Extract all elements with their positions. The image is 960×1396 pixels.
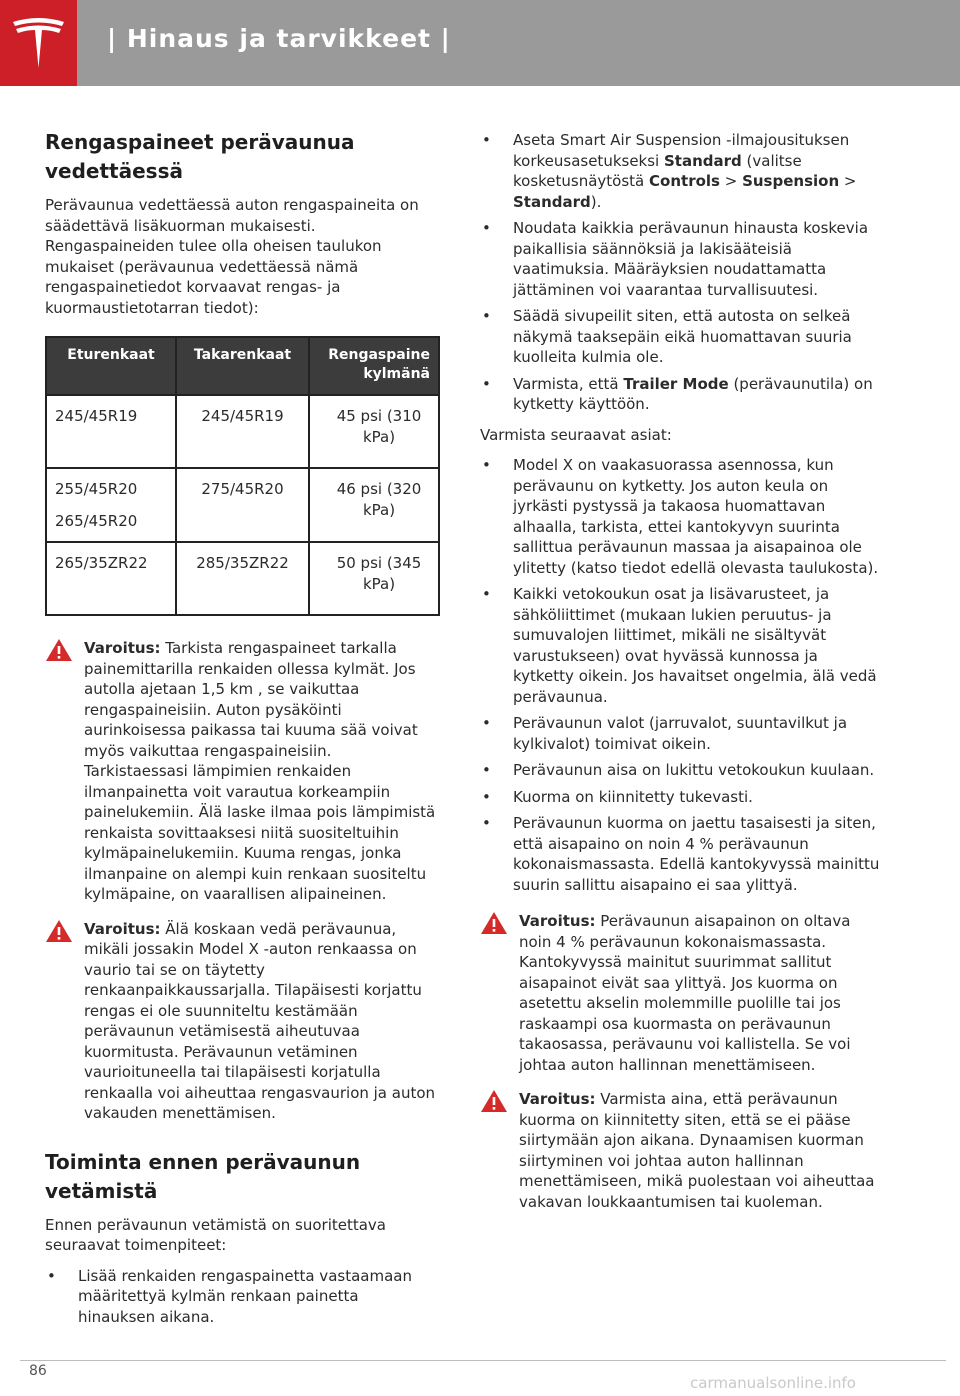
list-item [480, 713, 880, 754]
list-item-text: Varmista, että [513, 374, 624, 393]
table-row [46, 542, 439, 615]
list-item-text: Kaikki vetokoukun osat ja lisävarusteet, ja sähköliittimet (mukaan lukien peruutus- ja sumuvalojen liittimet, mikäli ne sisältyvät varustukseen) ovat hyvässä kunnossa ja kytketty oikein. Jos havaitset ongelmia, älä vedä perävaunua. [513, 585, 877, 706]
table-row [46, 395, 439, 468]
section-heading-before-towing: Toiminta ennen perävaunun vetämistä [45, 1149, 361, 1203]
bullet-icon: • [482, 761, 491, 779]
right-column [480, 130, 880, 1226]
section-heading-tire-pressure: Rengaspaineet perävaunua vedettäessä [45, 130, 355, 183]
header-rear-tires: Takarenkaat [176, 337, 309, 395]
check-intro: Varmista seuraavat asiat: [480, 425, 672, 444]
warning-block [480, 911, 880, 1075]
bullet-icon: • [482, 456, 491, 474]
bullet-icon: • [482, 307, 491, 325]
warning-label: Varoitus: [84, 919, 161, 938]
list-item [480, 306, 880, 368]
tesla-logo-icon [11, 16, 66, 70]
bullet-icon: • [482, 585, 491, 603]
list-item [480, 760, 880, 781]
front-tire-cell [46, 395, 176, 468]
list-item [480, 787, 880, 808]
menu-standard: Standard [513, 192, 591, 211]
front-tire-cell [46, 542, 176, 615]
setup-list [480, 130, 880, 415]
list-item-text: (valitse kosketusnäytöstä [513, 151, 802, 190]
footer-divider [20, 1360, 946, 1361]
separator: > [719, 172, 743, 190]
front-tire-size: 265/45R20 [55, 511, 138, 530]
list-item-text: Perävaunun aisa on lukittu vetokoukun kuulaan. [513, 761, 875, 779]
bullet-icon: • [47, 1266, 56, 1285]
bullet-icon: • [482, 219, 491, 237]
warning-block [480, 1089, 880, 1212]
menu-suspension: Suspension [742, 172, 840, 190]
list-item [480, 130, 880, 212]
warning-triangle-icon [45, 919, 73, 943]
warning-text: Perävaunun aisapainon on oltava noin 4 % perävaunun kokonaismassasta. Kantokyvyssä mainitut suurimmat sallitut aisapainot eivät saa ylittyä. Jos kuorma on asetettu akselin molemmille puolille tai jos raskaampi osa kuormasta on perävaunun takaosassa, perävaunu voi kallistella. Se voi johtaa auton hallinnan menettämiseen. [519, 912, 851, 1074]
front-tire-size: 265/35ZR22 [55, 554, 148, 572]
warning-triangle-icon [480, 1089, 508, 1113]
list-item-text: (perävaunutila) on kytketty käyttöön. [513, 374, 873, 413]
list-item-text: Kuorma on kiinnitetty tukevasti. [513, 787, 753, 806]
list-item [45, 1266, 440, 1328]
list-item-text: ). [590, 192, 602, 211]
warning-label: Varoitus: [519, 912, 596, 930]
front-tire-size: 245/45R19 [55, 407, 138, 425]
page-header [0, 0, 960, 86]
list-item [480, 584, 880, 707]
warning-text: Varmista aina, että perävaunun kuorma on kiinnitetty siten, että se ei pääse siirtymään ajon aikana. Dynaamisen kuorman siirtyminen voi johtaa auton hallinnan menettämiseen, mikä puolestaan voi aiheuttaa vakavan loukkaantumisen tai kuoleman. [519, 1090, 875, 1211]
pressure-cell: 50 psi (345 kPa) [309, 542, 439, 615]
bullet-icon: • [482, 714, 491, 732]
table-header-row [46, 337, 439, 395]
bullet-icon: • [482, 374, 491, 393]
menu-controls: Controls [649, 172, 720, 190]
tire-pressure-table [45, 336, 440, 616]
warning-text: Tarkista rengaspaineet tarkalla painemittarilla renkaiden ollessa kylmät. Jos autolla ajetaan 1,5 km , se vaikuttaa rengaspaineisiin. Auton pysäköinti aurinkoisessa paikassa tai kuuma sää voivat myös vaikuttaa rengaspaineisiin. Tarkistaessasi lämpimien renkaiden ilmanpainetta voit varautua korkeampiin painelukemiin. Älä laske ilmaa pois lämpimistä renkaista sovittaaksesi niitä suositeltuihin kylmäpainelukemiin. Kuuma rengas, jonka ilmanpaine on alempi kuin renkaan suositeltu kylmäpaine, on vaarallisen alipaineinen. [84, 639, 436, 903]
separator: > [839, 172, 857, 190]
warning-block [45, 919, 440, 1124]
rear-tire-cell: 245/45R19 [176, 395, 309, 468]
pressure-cell: 46 psi (320 kPa) [309, 468, 439, 542]
watermark: carmanualsonline.info [690, 1374, 856, 1392]
rear-tire-cell: 285/35ZR22 [176, 542, 309, 615]
list-item [480, 455, 880, 578]
front-tire-size: 255/45R20 [55, 480, 138, 498]
before-towing-intro: Ennen perävaunun vetämistä on suoritettava seuraavat toimenpiteet: [45, 1215, 387, 1254]
page-title: | Hinaus ja tarvikkeet | [107, 24, 451, 53]
warning-text: Älä koskaan vedä perävaunua, mikäli jossakin Model X -auton renkaassa on vaurio tai se on täytetty renkaanpaikkaussarjalla. Tilapäisesti korjattu rengas ei ole suunniteltu kestämään perävaunun vetämisestä aiheutuvaa kuormitusta. Perävaunun vetäminen vaurioituneella tai tilapäisesti korjatulla renkaalla voi aiheuttaa rengasvaurion ja auton vakauden menettämisen. [84, 919, 436, 1122]
page-number: 86 [29, 1363, 47, 1379]
warning-block [45, 638, 440, 905]
list-item-text: Perävaunun valot (jarruvalot, suuntavilkut ja kylkivalot) toimivat oikein. [513, 714, 848, 753]
list-item-text: Aseta Smart Air Suspension -ilmajousituksen korkeusasetukseksi [513, 131, 850, 170]
warning-triangle-icon [480, 911, 508, 935]
list-item-text: Model X on vaakasuorassa asennossa, kun perävaunu on kytketty. Jos auton keula on jyrkästi pystyssä ja takaosa huomattavan alhaalla, tarkista, ettei kantokyvyn suurinta sallittua perävaunun massaa ja aisapainoa ole ylitetty (katso tiedot edellä olevasta taulukosta). [513, 456, 879, 577]
header-cold-pressure: Rengaspaine kylmänä [309, 337, 439, 395]
list-item-text: Perävaunun kuorma on jaettu tasaisesti ja siten, että aisapaino on noin 4 % perävaunun kokonaismassasta. Edellä kantokyvyssä mainittu suurin sallittu aisapaino ei saa ylittyä. [513, 814, 880, 894]
list-item [480, 813, 880, 895]
rear-tire-cell: 275/45R20 [176, 468, 309, 542]
tire-pressure-intro: Perävaunua vedettäessä auton rengaspaineita on säädettävä lisäkuorman mukaisesti. Rengaspaineiden tulee olla oheisen taulukon mukaiset (perävaunua vedettäessä nämä rengaspainetiedot korvaavat rengas- ja kuormaustietotarran tiedot): [45, 196, 419, 317]
warning-label: Varoitus: [84, 639, 161, 657]
table-row [46, 468, 439, 542]
trailer-mode-label: Trailer Mode [623, 374, 729, 393]
list-item-text: Säädä sivupeilit siten, että autosta on selkeä näkymä taaksepäin eikä huomattavan suuria kuolleita kulmia ole. [513, 307, 852, 366]
header-front-tires: Eturenkaat [46, 337, 176, 395]
before-towing-list [45, 1266, 440, 1328]
setting-standard: Standard [664, 151, 742, 170]
bullet-icon: • [482, 787, 491, 806]
bullet-icon: • [482, 131, 491, 149]
list-item-text: Noudata kaikkia perävaunun hinausta koskevia paikallisia säännöksiä ja lakisääteisiä vaatimuksia. Määräyksien noudattamatta jättäminen voi vaarantaa turvallisuutesi. [513, 219, 869, 299]
list-item-text: Lisää renkaiden rengaspainetta vastaamaan määritettyä kylmän renkaan painetta hinauksen aikana. [78, 1266, 412, 1326]
tesla-logo-box [0, 0, 77, 86]
bullet-icon: • [482, 814, 491, 832]
list-item [480, 218, 880, 300]
check-list [480, 455, 880, 895]
left-column [45, 128, 440, 1337]
pressure-cell: 45 psi (310 kPa) [309, 395, 439, 468]
front-tire-cell [46, 468, 176, 542]
warning-label: Varoitus: [519, 1090, 596, 1108]
warning-triangle-icon [45, 638, 73, 662]
list-item [480, 374, 880, 415]
